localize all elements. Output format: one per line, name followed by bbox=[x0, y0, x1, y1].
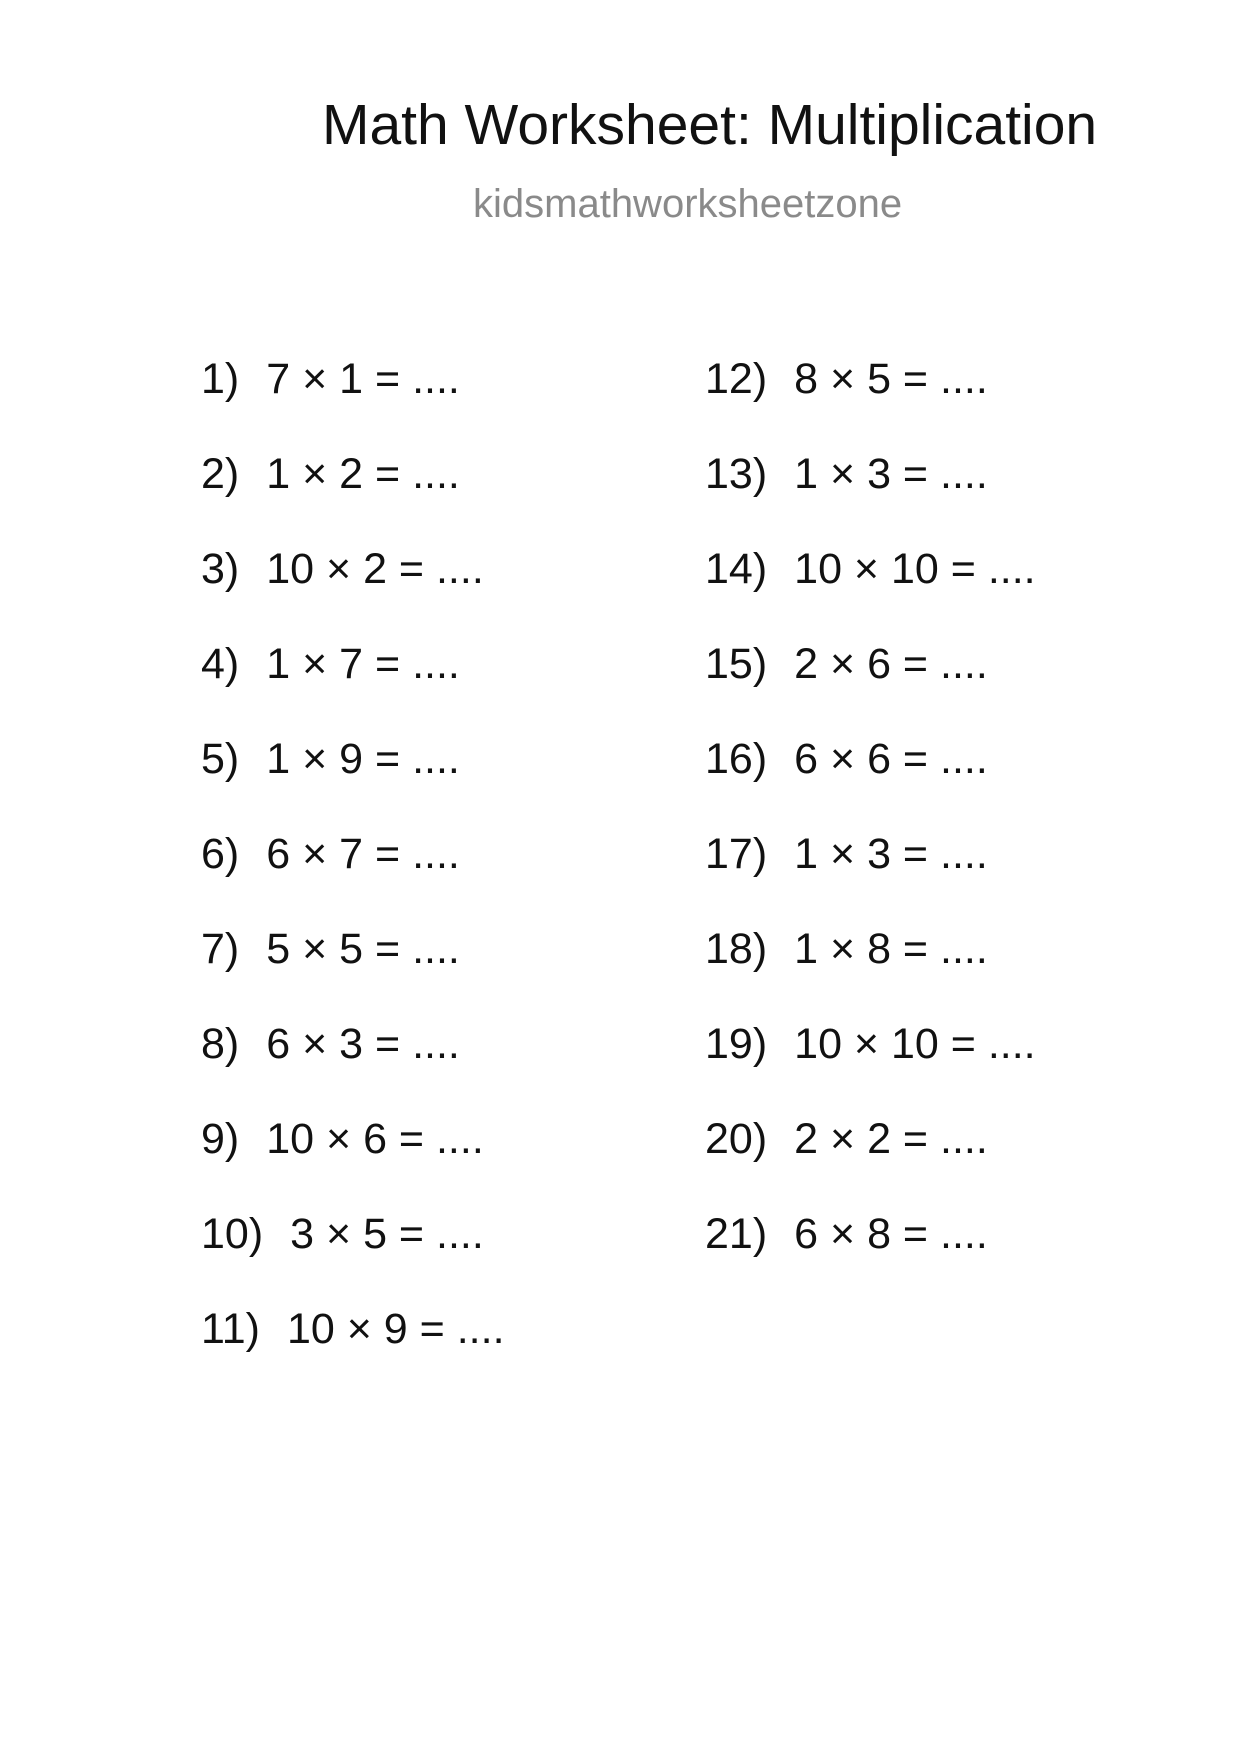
problem-expression: 1 × 2 = .... bbox=[266, 450, 460, 498]
problem-item bbox=[705, 827, 1036, 922]
problem-item bbox=[201, 1017, 505, 1112]
problem-number: 19) bbox=[705, 1020, 768, 1068]
problem-item bbox=[705, 352, 1036, 447]
problem-number: 16) bbox=[705, 735, 768, 783]
problem-number: 3) bbox=[201, 545, 240, 593]
problem-expression: 6 × 3 = .... bbox=[266, 1020, 460, 1068]
problem-number: 9) bbox=[201, 1115, 240, 1163]
problem-expression: 5 × 5 = .... bbox=[266, 925, 460, 973]
problem-expression: 10 × 2 = .... bbox=[266, 545, 484, 593]
problem-expression: 10 × 10 = .... bbox=[794, 1020, 1036, 1068]
problem-item bbox=[705, 637, 1036, 732]
problem-item bbox=[705, 542, 1036, 637]
worksheet-title: Math Worksheet: Multiplication bbox=[322, 93, 1098, 157]
problem-item bbox=[201, 1112, 505, 1207]
problem-item bbox=[201, 732, 505, 827]
problem-number: 15) bbox=[705, 640, 768, 688]
problem-expression: 1 × 3 = .... bbox=[794, 830, 988, 878]
problem-item bbox=[705, 1207, 1036, 1302]
problem-expression: 10 × 10 = .... bbox=[794, 545, 1036, 593]
problem-expression: 1 × 7 = .... bbox=[266, 640, 460, 688]
problem-item bbox=[705, 1112, 1036, 1207]
problem-number: 5) bbox=[201, 735, 240, 783]
problem-number: 10) bbox=[201, 1210, 264, 1258]
problem-number: 8) bbox=[201, 1020, 240, 1068]
problem-expression: 1 × 8 = .... bbox=[794, 925, 988, 973]
problem-expression: 1 × 9 = .... bbox=[266, 735, 460, 783]
problem-item bbox=[705, 732, 1036, 827]
problem-item bbox=[201, 352, 505, 447]
problem-expression: 2 × 6 = .... bbox=[794, 640, 988, 688]
problem-item bbox=[201, 1207, 505, 1302]
problem-expression: 10 × 9 = .... bbox=[286, 1305, 505, 1353]
problem-column-left bbox=[201, 352, 505, 1397]
worksheet-subtitle: kidsmathworksheetzone bbox=[473, 182, 903, 226]
problem-number: 6) bbox=[201, 830, 240, 878]
problem-expression: 7 × 1 = .... bbox=[266, 355, 460, 403]
problem-column-right bbox=[705, 352, 1036, 1302]
problem-number: 14) bbox=[705, 545, 768, 593]
problem-item bbox=[201, 542, 505, 637]
problem-item bbox=[201, 637, 505, 732]
problem-expression: 8 × 5 = .... bbox=[794, 355, 988, 403]
problem-expression: 3 × 5 = .... bbox=[290, 1210, 484, 1258]
problem-number: 21) bbox=[705, 1210, 768, 1258]
problem-item bbox=[705, 447, 1036, 542]
problem-item bbox=[201, 922, 505, 1017]
problem-number: 18) bbox=[705, 925, 768, 973]
problem-item bbox=[201, 1302, 505, 1397]
problem-number: 17) bbox=[705, 830, 768, 878]
problem-number: 1) bbox=[201, 355, 240, 403]
problem-expression: 6 × 8 = .... bbox=[794, 1210, 988, 1258]
problem-number: 11) bbox=[201, 1305, 260, 1353]
problem-number: 20) bbox=[705, 1115, 768, 1163]
problem-item bbox=[705, 1017, 1036, 1112]
problem-expression: 6 × 7 = .... bbox=[266, 830, 460, 878]
problem-number: 2) bbox=[201, 450, 240, 498]
problem-item bbox=[201, 447, 505, 542]
problem-number: 7) bbox=[201, 925, 240, 973]
problem-expression: 6 × 6 = .... bbox=[794, 735, 988, 783]
problem-expression: 2 × 2 = .... bbox=[794, 1115, 988, 1163]
problem-item bbox=[705, 922, 1036, 1017]
problem-item bbox=[201, 827, 505, 922]
problem-number: 13) bbox=[705, 450, 768, 498]
problem-number: 12) bbox=[705, 355, 768, 403]
problem-expression: 10 × 6 = .... bbox=[266, 1115, 484, 1163]
problem-expression: 1 × 3 = .... bbox=[794, 450, 988, 498]
problem-number: 4) bbox=[201, 640, 240, 688]
